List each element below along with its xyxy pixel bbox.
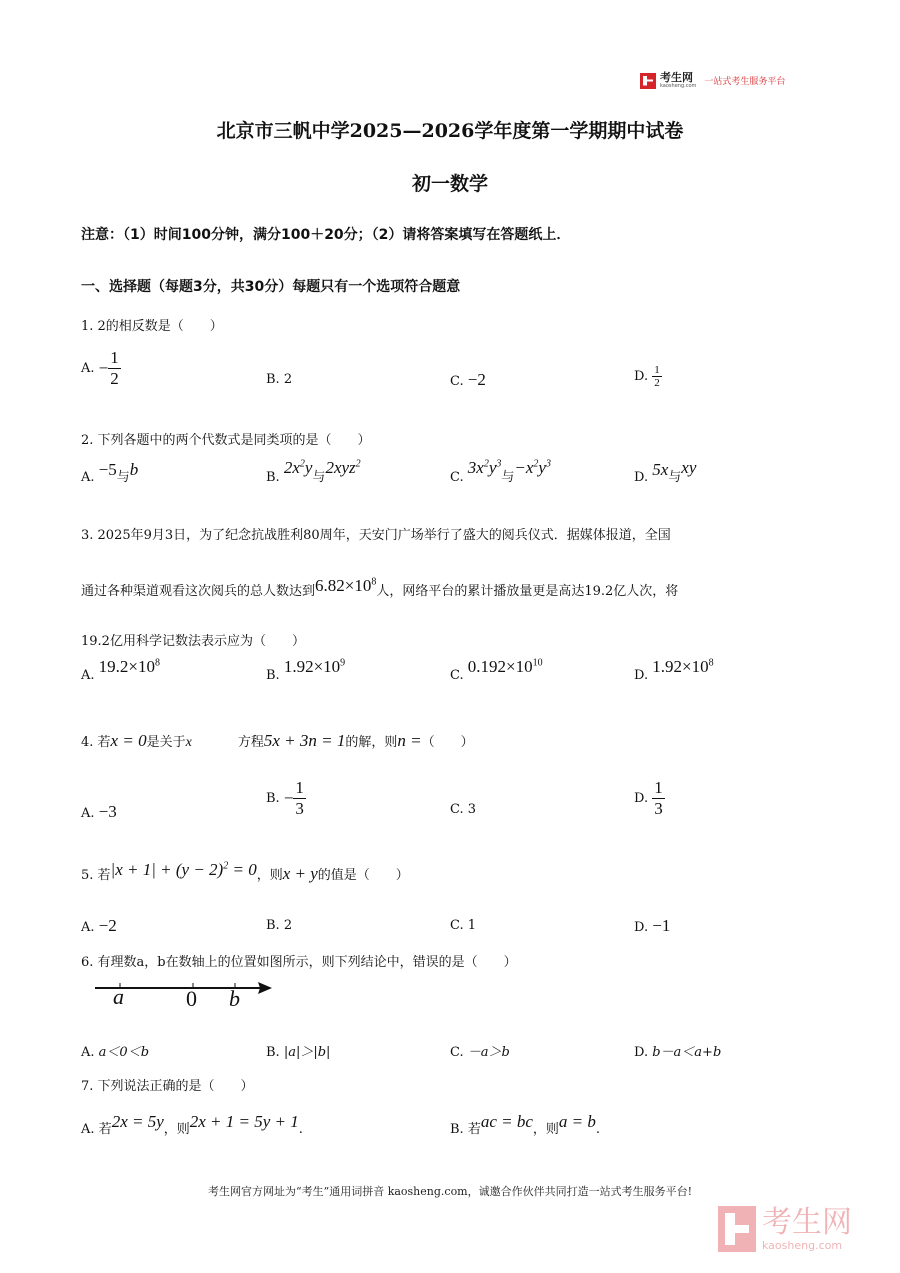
- exponent: 3: [545, 458, 551, 470]
- expr-part: y: [304, 458, 313, 477]
- q2-option-b: [266, 458, 361, 486]
- conj: 与: [668, 470, 682, 485]
- expr: x: [185, 735, 192, 750]
- q6-option-a: [81, 1041, 149, 1060]
- kaosheng-logo-icon: [640, 73, 656, 89]
- option-label: C.: [450, 374, 464, 389]
- q2-option-a: [81, 460, 139, 486]
- text: .: [595, 1122, 601, 1137]
- header-brand: [640, 72, 785, 89]
- q6-option-c: [450, 1041, 510, 1060]
- minus-sign: −: [98, 358, 109, 378]
- option-label: B.: [266, 918, 280, 933]
- option-label: B.: [266, 372, 280, 387]
- option-value: 2: [283, 372, 293, 387]
- exponent: 8: [708, 657, 714, 669]
- text: 人，网络平台的累计播放量更是高达19.2亿人次，将: [376, 584, 679, 599]
- option-label: A.: [81, 806, 95, 821]
- option-label: A.: [81, 470, 95, 485]
- option-value: −3: [98, 802, 117, 821]
- fraction: [652, 778, 665, 819]
- exponent: 8: [371, 576, 377, 588]
- option-value: |a|＞|b|: [283, 1045, 331, 1060]
- expr-part: 2xyz: [325, 458, 356, 477]
- q1-stem: 1. 2的相反数是（ ）: [81, 319, 223, 334]
- number-line-label-b: b: [229, 986, 240, 1011]
- expr: −5: [98, 460, 117, 479]
- exponent: 2: [223, 860, 229, 872]
- q3-option-b: [266, 657, 346, 684]
- option-value: −2: [467, 370, 486, 389]
- expr: x = 0: [110, 731, 147, 750]
- brand-text: [660, 72, 696, 89]
- expr: 2x = 5y: [111, 1112, 164, 1131]
- option-label: C.: [450, 1045, 464, 1060]
- text: 的解，则: [345, 735, 398, 750]
- text: ，则: [163, 1122, 190, 1137]
- option-label: B.: [266, 1045, 280, 1060]
- expr-part: 2x: [283, 458, 300, 477]
- exam-notice: 注意：（1）时间100分钟，满分100＋20分；（2）请将答案填写在答题纸上．: [81, 227, 571, 243]
- q3-option-c: [450, 657, 543, 684]
- option-label: A.: [81, 1045, 95, 1060]
- option-label: C.: [450, 918, 464, 933]
- numerator: 1: [654, 778, 663, 797]
- section-heading: 一、选择题（每题3分，共30分）每题只有一个选项符合题意: [81, 279, 461, 295]
- exponent: 2: [299, 458, 305, 470]
- q6-option-d: [634, 1041, 721, 1060]
- exponent: 2: [355, 458, 361, 470]
- text: ，则: [256, 868, 283, 883]
- text: 的值是（ ）: [317, 868, 409, 883]
- option-value: −2: [98, 916, 117, 935]
- number-line-label-a: a: [113, 984, 124, 1009]
- exponent: 10: [532, 657, 543, 669]
- option-label: A.: [81, 668, 95, 683]
- denominator: 3: [295, 799, 304, 818]
- option-label: D.: [634, 791, 649, 806]
- exponent: 9: [340, 657, 346, 669]
- expr: 5x + 3n = 1: [263, 731, 346, 750]
- text: （ ）: [421, 735, 474, 750]
- q3-line2: [81, 576, 679, 600]
- expr-part: 6.82×10: [315, 576, 372, 595]
- expr: x + y: [282, 864, 318, 883]
- option-value: 2: [283, 918, 293, 933]
- fraction: [108, 348, 121, 389]
- expr: 2x + 1 = 5y + 1: [189, 1112, 299, 1131]
- expr: [111, 860, 257, 879]
- option-label: D.: [634, 668, 649, 683]
- brand-slogan: 一站式考生服务平台: [704, 77, 786, 87]
- text: 若: [467, 1122, 481, 1137]
- q2-stem: 2. 下列各题中的两个代数式是同类项的是（ ）: [81, 433, 371, 448]
- q4-stem: [81, 731, 474, 751]
- text: 通过各种渠道观看这次阅兵的总人数达到: [81, 584, 316, 599]
- option-value: 1: [467, 918, 477, 933]
- fraction: [652, 364, 662, 389]
- denominator: 2: [110, 369, 119, 388]
- q7-option-a: [81, 1112, 303, 1138]
- expr-part: |x + 1| + (y − 2): [110, 860, 224, 879]
- q2-option-c: [450, 458, 551, 486]
- text: 方程: [237, 735, 264, 750]
- expr-part: y: [488, 458, 497, 477]
- watermark-text: [762, 1204, 852, 1252]
- text: 是关于: [146, 735, 186, 750]
- option-label: C.: [450, 470, 464, 485]
- expr: [284, 458, 313, 477]
- expr-part: = 0: [228, 860, 257, 879]
- kaosheng-watermark-logo-icon: [718, 1206, 756, 1252]
- option-label: D.: [634, 470, 649, 485]
- conj: 与: [312, 470, 326, 485]
- option-label: C.: [450, 802, 464, 817]
- watermark: [718, 1206, 852, 1252]
- q7-stem: 7. 下列说法正确的是（ ）: [81, 1079, 254, 1094]
- conj: 与: [116, 470, 130, 485]
- q3-option-d: [634, 657, 714, 684]
- brand-domain: kaosheng.com: [660, 83, 697, 89]
- text: 5. 若: [81, 868, 111, 883]
- expr: 5x: [652, 460, 669, 479]
- numerator: 1: [654, 364, 660, 376]
- option-value: −1: [652, 916, 671, 935]
- q4-option-a: [81, 802, 117, 822]
- q5-option-b: [266, 918, 292, 933]
- option-label: C.: [450, 668, 464, 683]
- option-label: A.: [81, 920, 95, 935]
- option-label: A.: [81, 1122, 95, 1137]
- expr: [468, 657, 543, 676]
- minus-sign: −: [283, 788, 294, 808]
- expr-part: −x: [514, 458, 534, 477]
- expr-part: 0.192×10: [467, 657, 533, 676]
- expr: [315, 576, 376, 595]
- option-label: B.: [266, 470, 280, 485]
- expr: [325, 458, 360, 477]
- text: ，则: [532, 1122, 559, 1137]
- option-value: b－a＜a+b: [652, 1045, 722, 1060]
- exponent: 2: [483, 458, 489, 470]
- q6-stem: 6. 有理数a，b在数轴上的位置如图所示，则下列结论中，错误的是（ ）: [81, 955, 517, 970]
- q7-option-b: [450, 1112, 601, 1138]
- text: .: [298, 1122, 303, 1137]
- expr-part: y: [538, 458, 546, 477]
- exam-title: 北京市三帆中学2025—2026学年度第一学期期中试卷: [216, 120, 684, 142]
- q1-option-b: [266, 372, 292, 387]
- q5-option-d: [634, 916, 670, 936]
- q5-option-a: [81, 916, 117, 936]
- option-value: －a＞b: [467, 1045, 510, 1060]
- expr: [652, 657, 713, 676]
- expr: b: [129, 460, 139, 479]
- option-value: a＜0＜b: [98, 1045, 150, 1060]
- exam-subtitle: 初一数学: [411, 173, 488, 195]
- expr: [284, 657, 345, 676]
- watermark-domain: kaosheng.com: [762, 1238, 843, 1252]
- q3-line1: 3. 2025年9月3日，为了纪念抗战胜利80周年，天安门广场举行了盛大的阅兵仪式．据媒体报道，全国: [81, 528, 671, 543]
- option-label: D.: [634, 920, 649, 935]
- expr: [514, 458, 551, 477]
- text: 若: [98, 1122, 112, 1137]
- q1-option-a: [81, 348, 121, 389]
- expr: a = b: [558, 1112, 596, 1131]
- numerator: 1: [295, 778, 304, 797]
- denominator: 3: [654, 799, 663, 818]
- expr: xy: [681, 458, 697, 477]
- expr: ac = bc: [480, 1112, 533, 1131]
- page-footer: 考生网官方网址为“考生”通用词拼音 kaosheng.com，诚邀合作伙伴共同打造一站式考生服务平台!: [207, 1185, 693, 1198]
- q4-option-d: [634, 778, 665, 819]
- number-line-arrow-icon: [258, 982, 272, 994]
- option-label: B.: [266, 791, 280, 806]
- option-label: A.: [81, 361, 95, 376]
- expr-part: 3x: [467, 458, 484, 477]
- q5-stem: [81, 860, 409, 884]
- brand-name: 考生网: [660, 71, 693, 84]
- watermark-name: 考生网: [762, 1204, 852, 1240]
- q5-option-c: [450, 918, 476, 933]
- option-label: B.: [266, 668, 280, 683]
- text: 4. 若: [81, 735, 111, 750]
- q3-option-a: [81, 657, 161, 684]
- expr: [99, 657, 160, 676]
- conj: 与: [501, 470, 515, 485]
- expr: n =: [397, 731, 422, 750]
- q1-option-c: [450, 370, 486, 390]
- exponent: 8: [155, 657, 161, 669]
- expr-part: 1.92×10: [652, 657, 709, 676]
- q4-option-c: [450, 802, 476, 817]
- option-label: D.: [634, 1045, 649, 1060]
- q2-option-d: [634, 458, 697, 486]
- expr-part: 1.92×10: [283, 657, 341, 676]
- number-line-label-0: 0: [186, 986, 197, 1011]
- exponent: 3: [496, 458, 502, 470]
- option-label: B.: [450, 1122, 464, 1137]
- expr: [468, 458, 502, 477]
- q4-option-b: [266, 778, 306, 819]
- expr-part: 19.2×10: [98, 657, 156, 676]
- q3-line3: 19.2亿用科学记数法表示应为（ ）: [81, 634, 305, 649]
- q1-option-d: [634, 364, 662, 389]
- option-value: 3: [467, 802, 477, 817]
- fraction: [293, 778, 306, 819]
- option-label: D.: [634, 369, 649, 384]
- denominator: 2: [654, 377, 660, 389]
- exponent: 2: [533, 458, 539, 470]
- q6-option-b: [266, 1041, 330, 1060]
- numerator: 1: [110, 348, 119, 367]
